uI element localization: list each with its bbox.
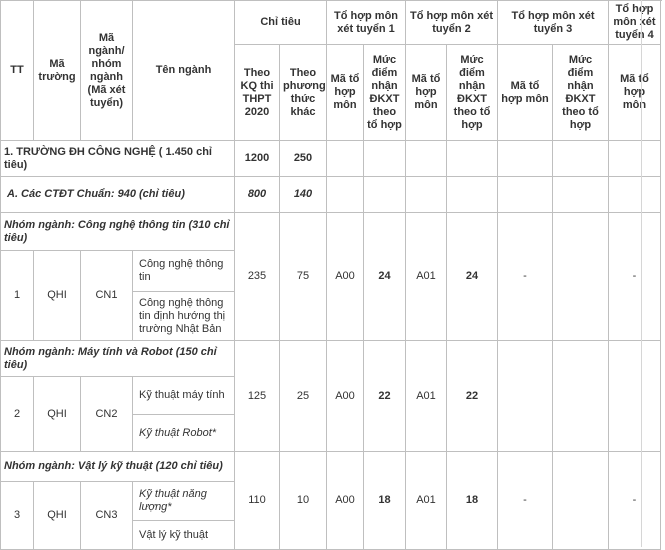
group-pt: 75 [280, 213, 327, 341]
program-kq: 800 [235, 177, 280, 213]
group-title-row [1, 341, 661, 377]
group-school: QHI [34, 251, 81, 341]
group-diem-1: 24 [364, 213, 406, 341]
group-pt: 25 [280, 341, 327, 452]
group-majors [133, 377, 235, 452]
major-name: Kỹ thuật máy tính [139, 389, 225, 401]
header-tohop-4: Tổ hợp môn xét tuyển 4 [609, 1, 661, 45]
group-tohop-1: A00 [327, 341, 364, 452]
group-kq: 125 [235, 341, 280, 452]
school-name: 1. TRƯỜNG ĐH CÔNG NGHỆ ( 1.450 chỉ tiêu) [1, 141, 235, 177]
major-name: Vật lý kỹ thuật [133, 520, 234, 549]
group-diem-2: 18 [447, 452, 498, 550]
header-ma-to-hop-1: Mã tổ hợp môn [327, 45, 364, 141]
group-title-row [1, 452, 661, 482]
group-title: Nhóm ngành: Vật lý kỹ thuật (120 chỉ tiêu) [1, 452, 235, 482]
header-chi-tieu: Chỉ tiêu [235, 1, 327, 45]
header-tohop-2: Tổ hợp môn xét tuyển 2 [406, 1, 498, 45]
major-name: Công nghệ thông tin [139, 258, 224, 283]
group-title: Nhóm ngành: Máy tính và Robot (150 chỉ tiêu) [1, 341, 235, 377]
group-code: CN2 [81, 377, 133, 452]
group-pt: 10 [280, 452, 327, 550]
group-code: CN1 [81, 251, 133, 341]
group-code: CN3 [81, 482, 133, 550]
header-ma-to-hop-3: Mã tổ hợp môn [498, 45, 553, 141]
header-ma-to-hop-4: Mã tổ hợp môn [609, 45, 661, 141]
group-tohop-2: A01 [406, 213, 447, 341]
program-row [1, 177, 661, 213]
header-ten-nganh: Tên ngành [133, 1, 235, 141]
school-kq: 1200 [235, 141, 280, 177]
group-tohop-3: - [498, 213, 553, 341]
group-tt: 3 [1, 482, 34, 550]
group-title: Nhóm ngành: Công nghệ thông tin (310 chỉ tiêu) [1, 213, 235, 251]
group-tohop-1: A00 [327, 213, 364, 341]
group-diem-1: 18 [364, 452, 406, 550]
group-tohop-2: A01 [406, 452, 447, 550]
group-kq: 235 [235, 213, 280, 341]
header-theo-kq: Theo KQ thi THPT 2020 [235, 45, 280, 141]
school-pt: 250 [280, 141, 327, 177]
header-tohop-1: Tổ hợp môn xét tuyển 1 [327, 1, 406, 45]
header-ma-nganh: Mã ngành/ nhóm ngành (Mã xét tuyển) [81, 1, 133, 141]
header-muc-diem-2: Mức điểm nhận ĐKXT theo tổ hợp [447, 45, 498, 141]
group-kq: 110 [235, 452, 280, 550]
school-row [1, 141, 661, 177]
header-tohop-3: Tổ hợp môn xét tuyển 3 [498, 1, 609, 45]
group-tt: 2 [1, 377, 34, 452]
group-diem-1: 22 [364, 341, 406, 452]
group-tohop-4: - [609, 213, 661, 341]
header-tt: TT [1, 1, 34, 141]
group-tohop-1: A00 [327, 452, 364, 550]
group-tohop-4: - [609, 452, 661, 550]
header-ma-to-hop-2: Mã tổ hợp môn [406, 45, 447, 141]
group-tohop-2: A01 [406, 341, 447, 452]
group-diem-2: 24 [447, 213, 498, 341]
header-ma-truong: Mã trường [34, 1, 81, 141]
group-majors [133, 482, 235, 550]
program-name: A. Các CTĐT Chuẩn: 940 (chỉ tiêu) [1, 177, 235, 213]
group-title-row [1, 213, 661, 251]
major-name: Kỹ thuật Robot* [133, 414, 234, 451]
group-tohop-3: - [498, 452, 553, 550]
header-theo-pt: Theo phương thức khác [280, 45, 327, 141]
group-school: QHI [34, 482, 81, 550]
major-name: Kỹ thuật năng lượng* [139, 488, 207, 513]
major-name: Công nghệ thông tin định hướng thị trường Nhật Bản [133, 291, 234, 340]
header-muc-diem-3: Mức điểm nhận ĐKXT theo tổ hợp [553, 45, 609, 141]
group-diem-2: 22 [447, 341, 498, 452]
program-pt: 140 [280, 177, 327, 213]
group-tt: 1 [1, 251, 34, 341]
column-divider-line [641, 0, 642, 547]
header-muc-diem-1: Mức điểm nhận ĐKXT theo tổ hợp [364, 45, 406, 141]
group-majors [133, 251, 235, 341]
group-school: QHI [34, 377, 81, 452]
